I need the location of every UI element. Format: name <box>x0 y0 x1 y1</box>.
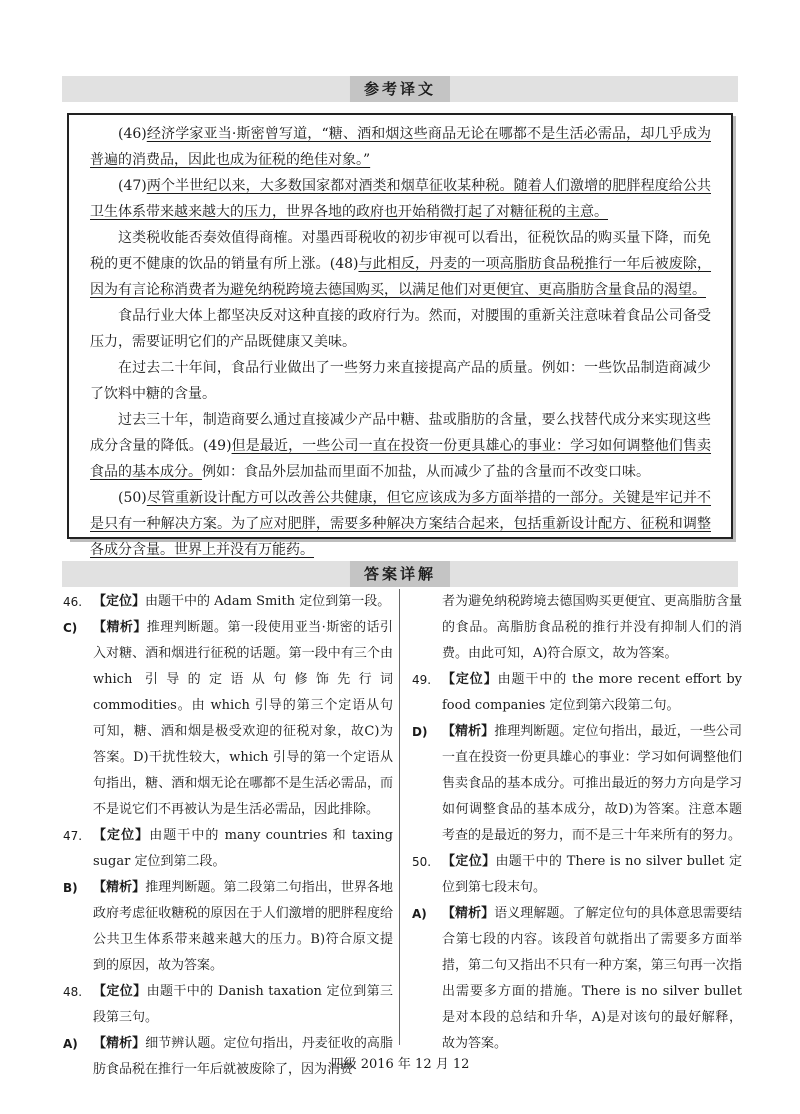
question-number: 46. <box>63 595 83 609</box>
answer-key: A) <box>412 907 427 921</box>
translation-paragraph-6: 过去三十年，制造商要么通过直接减少产品中糖、盐或脂肪的含量，要么找替代成分来实现这些成分含量的降低。(49)但是最近，一些公司一直在投资一份更具雄心的事业：学习如何调整他们售卖食品的基本成分。例如：食品外层加盐而里面不加盐，从而减少了盐的含量而不改变口味。 <box>90 412 712 480</box>
underlined-sentence-48: 与此相反，丹麦的一项高脂肪食品税推行一年后被废除，因为有言论称消费者为避免纳税跨境去德国购买，以满足他们对更便宜、更高脂肪含量食品的渴望。 <box>90 256 712 298</box>
q50-locate: 50. 【定位】由题干中的 There is no silver bullet 定位到第七段末句。 <box>412 849 742 901</box>
answer-key: A) <box>63 1037 78 1051</box>
answer-key: C) <box>63 621 78 635</box>
answers-right-column <box>412 589 742 1057</box>
q46-locate: 46. 【定位】由题干中的 Adam Smith 定位到第一段。 <box>63 589 393 615</box>
translation-paragraph-1: (46)经济学家亚当·斯密曾写道，“糖、酒和烟这些商品无论在哪都不是生活必需品，却几乎成为普遍的消费品，因此也成为征税的绝佳对象。” <box>90 126 711 168</box>
q48-locate: 48. 【定位】由题干中的 Danish taxation 定位到第三段第三句。 <box>63 979 393 1031</box>
translation-box <box>67 113 733 558</box>
q48-analysis: A) 【精析】细节辨认题。定位句指出，丹麦征收的高脂肪食品税在推行一年后就被废除了，因为消费 <box>63 1031 393 1083</box>
q46-analysis: C) 【精析】推理判断题。第一段使用亚当·斯密的话引入对糖、酒和烟进行征税的话题。第一段中有三个由 which 引导的定语从句修饰先行词 commodities。由 which 引导的第三个定语从句可知，糖、酒和烟是极受欢迎的征税对象，故C)为答案。D)干扰性较大，which 引导的第一个定语从句指出，糖、酒和烟无论在哪都不是生活必需品，而不是说它们不再被认为是生活必需品，因此排除。 <box>63 615 393 823</box>
translation-paragraph-7: (50)尽管重新设计配方可以改善公共健康，但它应该成为多方面举措的一部分。关键是牢记并不是只有一种解决方案。为了应对肥胖，需要多种解决方案结合起来，包括重新设计配方、征税和调整各成分含量。世界上并没有万能药。 <box>90 490 711 558</box>
translation-paragraph-3: 这类税收能否奏效值得商榷。对墨西哥税收的初步审视可以看出，征税饮品的购买量下降，而免税的更不健康的饮品的销量有所上涨。(48)与此相反，丹麦的一项高脂肪食品税推行一年后被废除，因为有言论称消费者为避免纳税跨境去德国购买，以满足他们对更便宜、更高脂肪含量食品的渴望。 <box>90 230 712 298</box>
underlined-sentence-49: 但是最近，一些公司一直在投资一份更具雄心的事业：学习如何调整他们售卖食品的基本成分。 <box>90 438 712 480</box>
underlined-sentence-46: 经济学家亚当·斯密曾写道，“糖、酒和烟这些商品无论在哪都不是生活必需品，却几乎成为普遍的消费品，因此也成为征税的绝佳对象。” <box>90 126 711 168</box>
translation-header-label: 参考译文 <box>350 76 450 102</box>
question-number: 49. <box>412 673 432 687</box>
answers-left-column <box>63 589 393 1083</box>
q47-locate: 47. 【定位】由题干中的 many countries 和 taxing sugar 定位到第二段。 <box>63 823 393 875</box>
translation-paragraph-5: 在过去二十年间，食品行业做出了一些努力来直接提高产品的质量。例如：一些饮品制造商减少了饮料中糖的含量。 <box>90 360 711 402</box>
column-divider <box>399 589 400 1045</box>
q49-locate: 49. 【定位】由题干中的 the more recent effort by food companies 定位到第六段第二句。 <box>412 667 742 719</box>
question-number: 48. <box>63 985 83 999</box>
translation-paragraph-4: 食品行业大体上都坚决反对这种直接的政府行为。然而，对腰围的重新关注意味着食品公司备受压力，需要证明它们的产品既健康又美味。 <box>90 308 711 350</box>
answers-section-header <box>62 561 738 587</box>
answer-key: B) <box>63 881 78 895</box>
answer-key: D) <box>412 725 428 739</box>
q49-analysis: D) 【精析】推理判断题。定位句指出，最近，一些公司一直在投资一份更具雄心的事业：学习如何调整他们售卖食品的基本成分。可推出最近的努力方向是学习如何调整食品的基本成分，故D)为答案。注意本题考查的是最近的努力，而不是三十年来所有的努力。 <box>412 719 742 849</box>
underlined-sentence-47: 两个半世纪以来，大多数国家都对酒类和烟草征收某种税。随着人们激增的肥胖程度给公共卫生体系带来越来越大的压力，世界各地的政府也开始稍微打起了对糖征税的主意。 <box>90 178 711 220</box>
q48-analysis-continued: 者为避免纳税跨境去德国购买更便宜、更高脂肪含量的食品。高脂肪食品税的推行并没有抑制人们的消费。由此可知，A)符合原文，故为答案。 <box>442 594 742 661</box>
question-number: 47. <box>63 829 83 843</box>
q50-analysis: A) 【精析】语义理解题。了解定位句的具体意思需要结合第七段的内容。该段首句就指出了需要多方面举措，第二句又指出不只有一种方案，第三句再一次指出需要多方面的措施。There is no silver bullet 是对本段的总结和升华，A)是对该句的最好解释，故为答案。 <box>412 901 742 1057</box>
translation-section-header <box>62 76 738 102</box>
answers-header-label: 答案详解 <box>350 561 450 587</box>
underlined-sentence-50: 尽管重新设计配方可以改善公共健康，但它应该成为多方面举措的一部分。关键是牢记并不是只有一种解决方案。为了应对肥胖，需要多种解决方案结合起来，包括重新设计配方、征税和调整各成分含量。世界上并没有万能药。 <box>90 490 711 558</box>
page-footer: 四级 2016 年 12 月 12 <box>330 1057 470 1072</box>
q47-analysis: B) 【精析】推理判断题。第二段第二句指出，世界各地政府考虑征收糖税的原因在于人们激增的肥胖程度给公共卫生体系带来越来越大的压力。B)符合原文提到的原因，故为答案。 <box>63 875 393 979</box>
question-number: 50. <box>412 855 432 869</box>
translation-paragraph-2: (47)两个半世纪以来，大多数国家都对酒类和烟草征收某种税。随着人们激增的肥胖程度给公共卫生体系带来越来越大的压力，世界各地的政府也开始稍微打起了对糖征税的主意。 <box>90 178 711 220</box>
